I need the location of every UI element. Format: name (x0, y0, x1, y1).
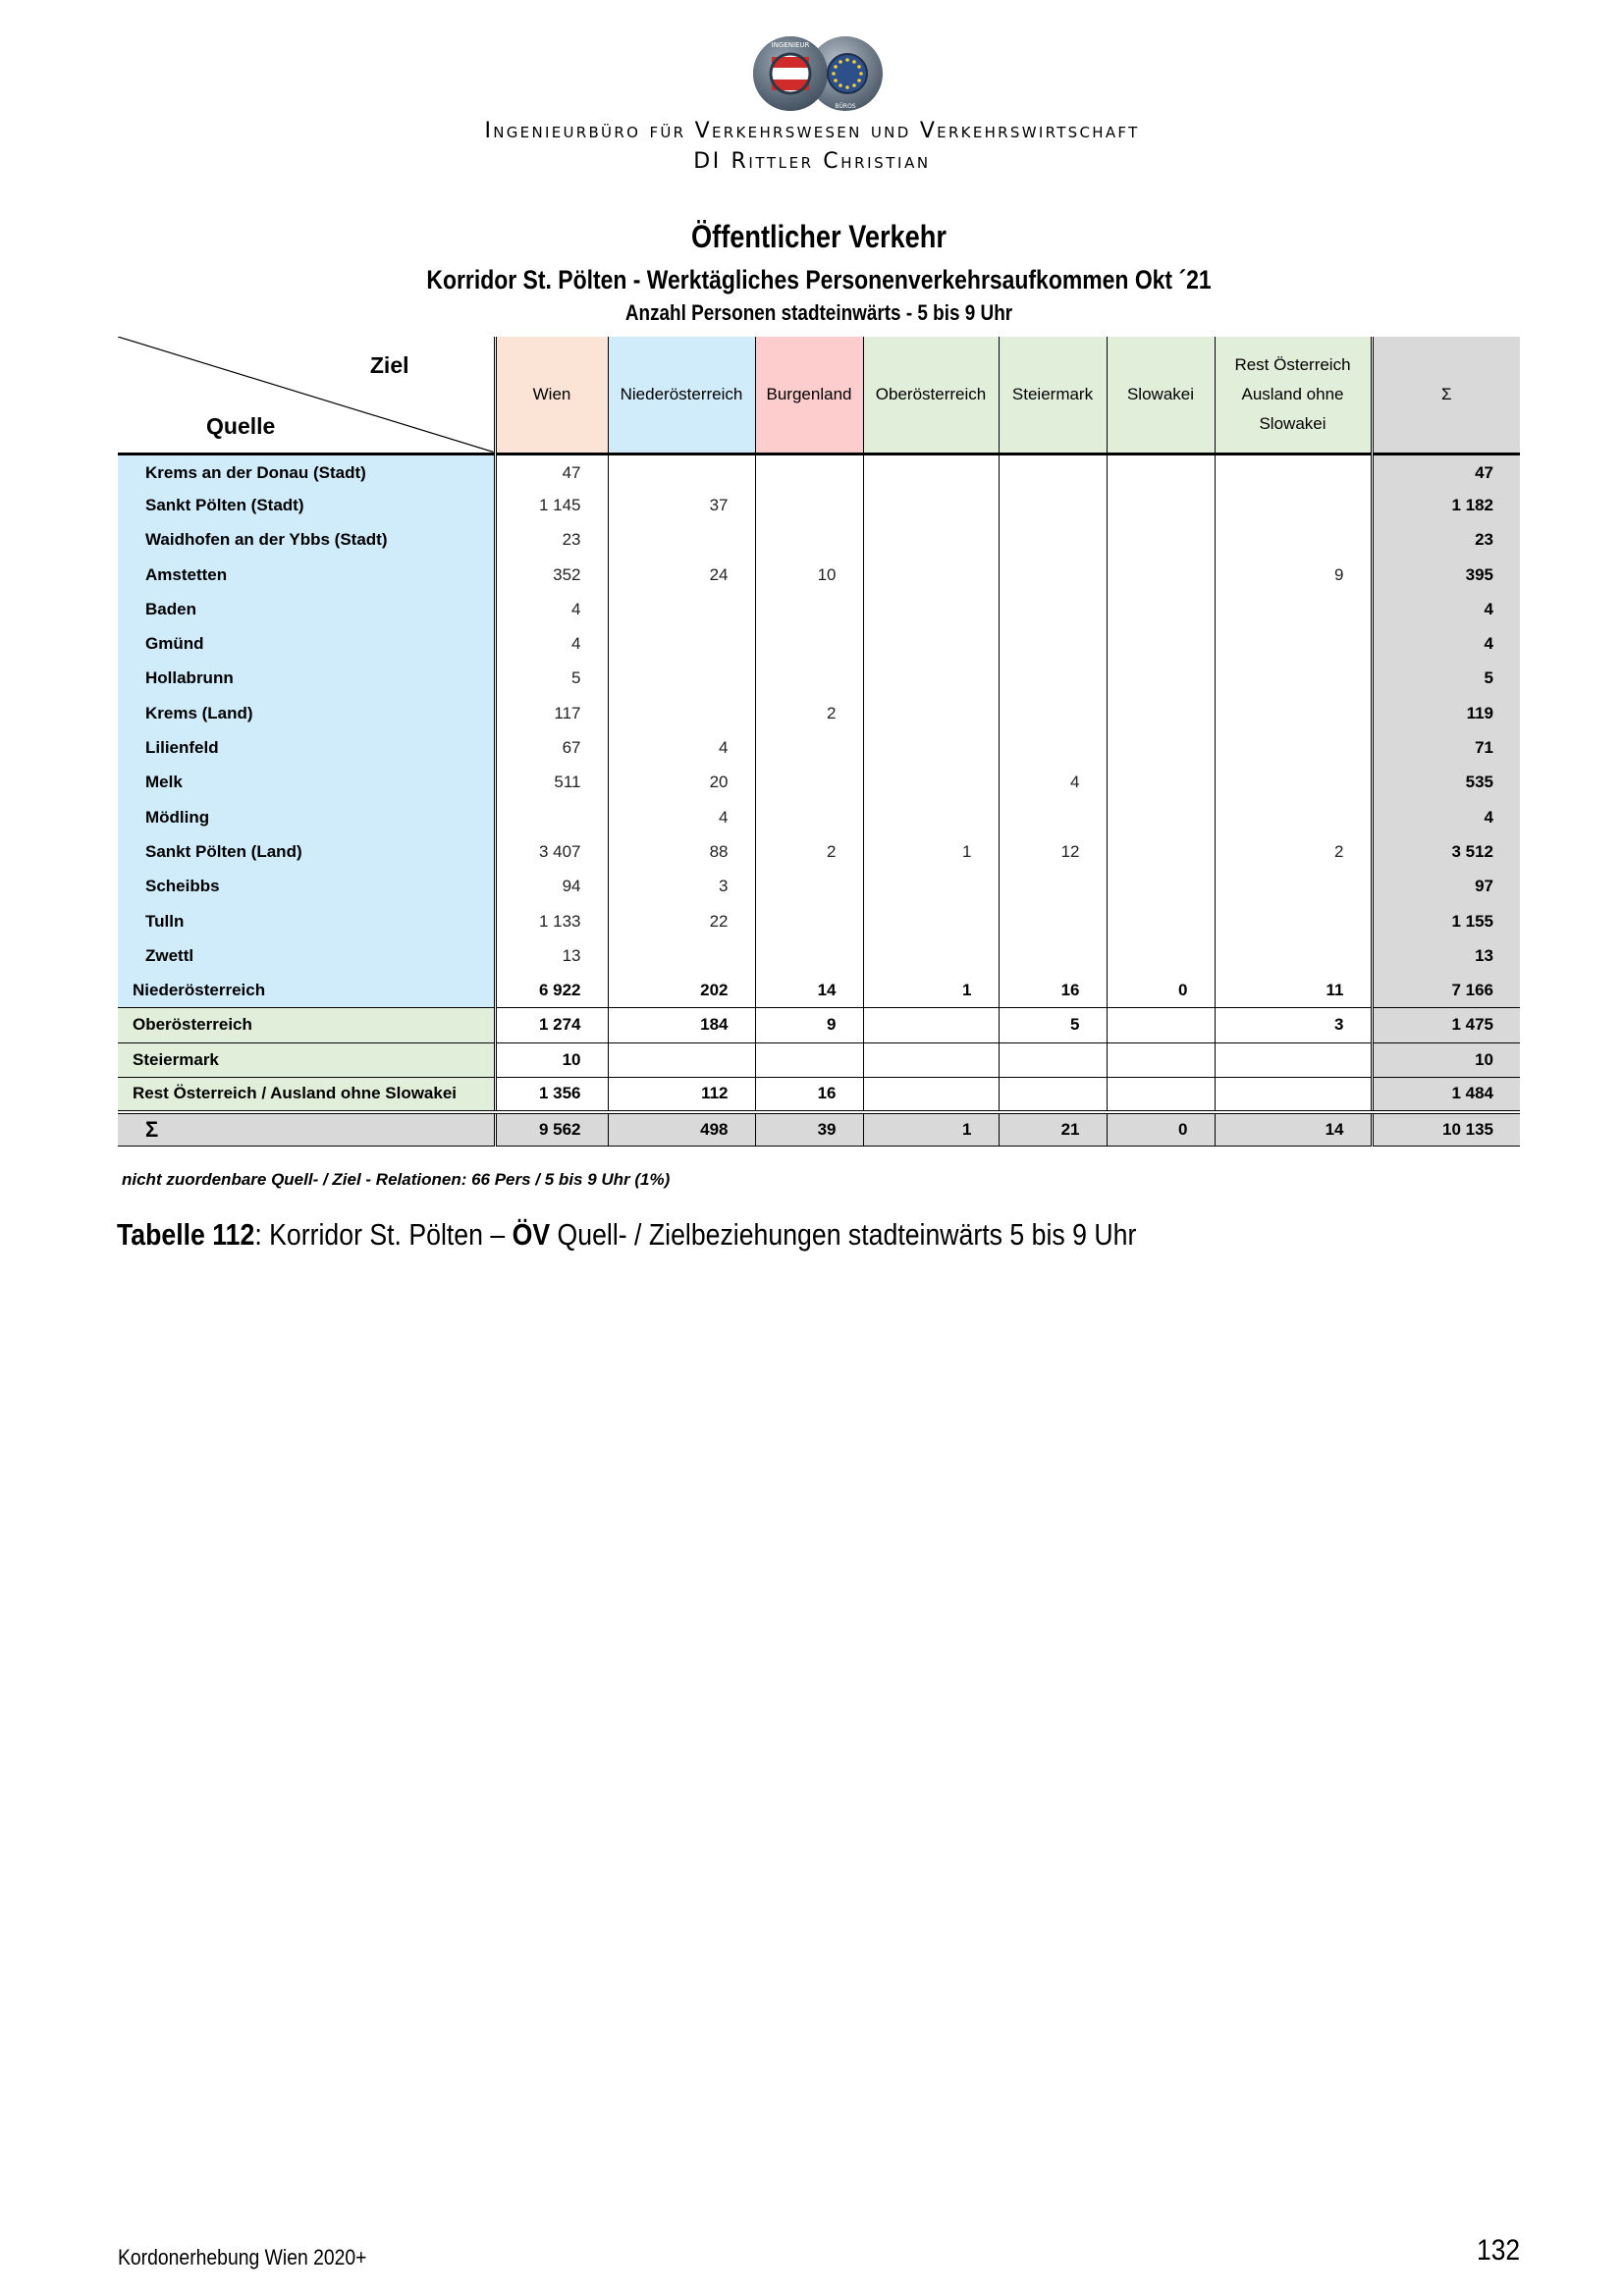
table-cell (1107, 488, 1215, 522)
table-cell: 20 (608, 766, 755, 800)
table-cell (755, 662, 863, 696)
table-cell (608, 662, 755, 696)
caption-part2: Quell- / Zielbeziehungen stadteinwärts 5 bis 9 Uhr (550, 1217, 1137, 1252)
caption-part1: : Korridor St. Pölten – (254, 1217, 513, 1252)
row-label: Waidhofen an der Ybbs (Stadt) (118, 523, 495, 558)
table-cell (999, 1042, 1107, 1077)
table-cell (1215, 523, 1372, 558)
table-cell (999, 454, 1107, 488)
row-sum-cell: 1 182 (1372, 488, 1520, 522)
table-cell (1107, 870, 1215, 904)
caption-label: Tabelle 112 (117, 1217, 255, 1252)
table-row (118, 904, 1520, 938)
table-cell (755, 523, 863, 558)
table-cell: 4 (495, 592, 608, 626)
row-label: Oberösterreich (118, 1008, 495, 1042)
table-cell (999, 523, 1107, 558)
table-cell (863, 1008, 999, 1042)
table-cell (999, 1077, 1107, 1111)
table-cell: 112 (608, 1077, 755, 1111)
table-cell: 10 (755, 558, 863, 592)
table-caption (117, 1217, 1136, 1253)
table-cell: 352 (495, 558, 608, 592)
diagonal-line (118, 337, 494, 453)
table-cell (1215, 696, 1372, 730)
table-row (118, 558, 1520, 592)
table-cell: 94 (495, 870, 608, 904)
table-cell (863, 1042, 999, 1077)
column-header: Steiermark (999, 337, 1107, 454)
row-label: Steiermark (118, 1042, 495, 1077)
table-cell: 1 (863, 973, 999, 1007)
table-cell (1215, 488, 1372, 522)
corner-ziel: Ziel (369, 352, 409, 378)
od-matrix-table (118, 337, 1520, 1147)
table-row (118, 488, 1520, 522)
table-cell: 1 (863, 1112, 999, 1147)
table-cell: 1 356 (495, 1077, 608, 1111)
table-cell: 184 (608, 1008, 755, 1042)
table-cell: 5 (999, 1008, 1107, 1042)
table-cell: 0 (1107, 1112, 1215, 1147)
table-row (118, 938, 1520, 973)
table-cell (1107, 1077, 1215, 1111)
table-row (118, 1042, 1520, 1077)
table-cell: 11 (1215, 973, 1372, 1007)
table-cell: 5 (495, 662, 608, 696)
table-row (118, 730, 1520, 765)
table-cell: 12 (999, 834, 1107, 869)
table-cell (608, 454, 755, 488)
table-row (118, 696, 1520, 730)
row-sum-cell: 535 (1372, 766, 1520, 800)
row-sum-cell: 119 (1372, 696, 1520, 730)
table-cell (1107, 730, 1215, 765)
table-row (118, 973, 1520, 1007)
table-cell: 14 (1215, 1112, 1372, 1147)
table-cell (495, 800, 608, 834)
table-cell (1107, 834, 1215, 869)
table-cell (1215, 1077, 1372, 1111)
table-cell: 39 (755, 1112, 863, 1147)
table-cell (1215, 730, 1372, 765)
row-sum-cell: 23 (1372, 523, 1520, 558)
table-cell (1107, 523, 1215, 558)
table-cell: 22 (608, 904, 755, 938)
table-row (118, 662, 1520, 696)
row-sum-cell: 1 475 (1372, 1008, 1520, 1042)
table-cell (863, 523, 999, 558)
table-cell (1107, 662, 1215, 696)
row-sum-cell: 13 (1372, 938, 1520, 973)
table-cell (1215, 766, 1372, 800)
row-label: Hollabrunn (118, 662, 495, 696)
table-cell (1107, 904, 1215, 938)
row-label: Baden (118, 592, 495, 626)
table-cell (863, 766, 999, 800)
table-cell (608, 592, 755, 626)
table-cell (1107, 800, 1215, 834)
table-cell (1215, 800, 1372, 834)
row-label: Gmünd (118, 626, 495, 661)
table-cell (863, 730, 999, 765)
column-header: Slowakei (1107, 337, 1215, 454)
row-label: Sankt Pölten (Land) (118, 834, 495, 869)
table-cell (999, 938, 1107, 973)
row-sum-cell: 10 135 (1372, 1112, 1520, 1147)
table-cell (999, 870, 1107, 904)
row-label: Krems (Land) (118, 696, 495, 730)
table-cell: 1 133 (495, 904, 608, 938)
logo-text-top: INGENIEUR (771, 41, 810, 49)
table-row (118, 1008, 1520, 1042)
table-cell (863, 938, 999, 973)
row-sum-cell: 4 (1372, 800, 1520, 834)
table-cell (608, 523, 755, 558)
table-cell (999, 592, 1107, 626)
table-cell (999, 800, 1107, 834)
row-label: Amstetten (118, 558, 495, 592)
table-cell: 1 145 (495, 488, 608, 522)
column-header: Niederösterreich (608, 337, 755, 454)
table-cell (755, 730, 863, 765)
row-sum-cell: 5 (1372, 662, 1520, 696)
table-cell (1107, 592, 1215, 626)
row-label: Sankt Pölten (Stadt) (118, 488, 495, 522)
table-cell (999, 730, 1107, 765)
table-row (118, 766, 1520, 800)
table-cell: 47 (495, 454, 608, 488)
table-cell: 3 (608, 870, 755, 904)
table-title: Öffentlicher Verkehr (690, 219, 947, 254)
table-cell: 2 (755, 834, 863, 869)
table-cell: 13 (495, 938, 608, 973)
row-label: Tulln (118, 904, 495, 938)
table-cell (608, 626, 755, 661)
table-subtitle-2: Anzahl Personen stadteinwärts - 5 bis 9 Uhr (624, 300, 1013, 325)
table-cell: 14 (755, 973, 863, 1007)
row-sum-cell: 4 (1372, 626, 1520, 661)
firm-owner: DI Rittler Christian (693, 149, 931, 174)
table-cell (863, 626, 999, 661)
table-cell (1107, 766, 1215, 800)
corner-quelle: Quelle (206, 413, 276, 439)
table-cell (1215, 592, 1372, 626)
table-cell (863, 800, 999, 834)
table-subtitle: Korridor St. Pölten - Werktägliches Personenverkehrsaufkommen Okt ´21 (426, 265, 1212, 294)
table-cell: 9 (755, 1008, 863, 1042)
table-cell (755, 904, 863, 938)
table-row (118, 834, 1520, 869)
table-cell (1107, 558, 1215, 592)
table-cell (608, 1042, 755, 1077)
table-cell (1215, 626, 1372, 661)
table-cell: 511 (495, 766, 608, 800)
table-cell (863, 870, 999, 904)
table-cell: 16 (755, 1077, 863, 1111)
row-label: Melk (118, 766, 495, 800)
table-cell: 6 922 (495, 973, 608, 1007)
table-cell: 4 (608, 730, 755, 765)
column-header-sum: Σ (1372, 337, 1520, 454)
row-sum-cell: 395 (1372, 558, 1520, 592)
table-cell (755, 626, 863, 661)
header-row (118, 337, 1520, 454)
table-cell (755, 766, 863, 800)
row-label: Lilienfeld (118, 730, 495, 765)
table-cell (863, 1077, 999, 1111)
table-row (118, 1077, 1520, 1111)
table-cell: 2 (755, 696, 863, 730)
row-label: Σ (118, 1112, 495, 1147)
table-cell (1215, 904, 1372, 938)
row-label: Scheibbs (118, 870, 495, 904)
row-sum-cell: 7 166 (1372, 973, 1520, 1007)
row-label: Krems an der Donau (Stadt) (118, 454, 495, 488)
table-cell (999, 904, 1107, 938)
table-cell: 1 (863, 834, 999, 869)
column-header: Wien (495, 337, 608, 454)
table-cell: 23 (495, 523, 608, 558)
table-row (118, 870, 1520, 904)
table-cell: 88 (608, 834, 755, 869)
table-row (118, 626, 1520, 661)
table-cell (1215, 938, 1372, 973)
company-logo (745, 33, 891, 114)
table-cell (1107, 696, 1215, 730)
table-row (118, 800, 1520, 834)
table-cell (1107, 1008, 1215, 1042)
table-cell (755, 592, 863, 626)
caption-bold: ÖV (512, 1217, 551, 1252)
table-cell (1215, 1042, 1372, 1077)
table-cell: 202 (608, 973, 755, 1007)
table-cell (999, 558, 1107, 592)
table-row (118, 523, 1520, 558)
table-cell (863, 558, 999, 592)
table-cell (863, 904, 999, 938)
table-cell: 9 562 (495, 1112, 608, 1147)
table-cell (999, 488, 1107, 522)
table-cell (608, 696, 755, 730)
column-header: Rest Österreich Ausland ohne Slowakei (1215, 337, 1372, 454)
table-cell: 4 (495, 626, 608, 661)
table-cell: 2 (1215, 834, 1372, 869)
firm-name: Ingenieurbüro für Verkehrswesen und Verkehrswirtschaft (484, 119, 1140, 143)
row-label: Rest Österreich / Ausland ohne Slowakei (118, 1077, 495, 1111)
table-cell (1215, 454, 1372, 488)
column-header: Burgenland (755, 337, 863, 454)
table-cell (863, 662, 999, 696)
table-cell (1107, 626, 1215, 661)
footnote: nicht zuordenbare Quell- / Ziel - Relationen: 66 Pers / 5 bis 9 Uhr (1%) (122, 1170, 671, 1189)
table-cell (863, 592, 999, 626)
table-cell: 1 274 (495, 1008, 608, 1042)
table-row (118, 454, 1520, 488)
table-cell (999, 626, 1107, 661)
table-cell: 67 (495, 730, 608, 765)
row-label: Mödling (118, 800, 495, 834)
table-cell (1107, 938, 1215, 973)
table-cell: 37 (608, 488, 755, 522)
table-cell (999, 696, 1107, 730)
table-cell: 498 (608, 1112, 755, 1147)
page-number: 132 (1476, 2234, 1520, 2267)
row-sum-cell: 3 512 (1372, 834, 1520, 869)
table-cell: 21 (999, 1112, 1107, 1147)
row-label: Niederösterreich (118, 973, 495, 1007)
table-cell: 10 (495, 1042, 608, 1077)
table-cell: 16 (999, 973, 1107, 1007)
table-cell (999, 662, 1107, 696)
table-cell (755, 454, 863, 488)
table-cell: 4 (999, 766, 1107, 800)
table-cell (1215, 662, 1372, 696)
row-sum-cell: 1 484 (1372, 1077, 1520, 1111)
row-sum-cell: 97 (1372, 870, 1520, 904)
table-cell (755, 938, 863, 973)
table-cell (755, 800, 863, 834)
table-body (118, 454, 1520, 1147)
row-sum-cell: 71 (1372, 730, 1520, 765)
table-row (118, 592, 1520, 626)
row-sum-cell: 47 (1372, 454, 1520, 488)
table-cell: 3 (1215, 1008, 1372, 1042)
footer-document-name: Kordonerhebung Wien 2020+ (118, 2245, 367, 2269)
table-cell (1215, 870, 1372, 904)
table-cell (1107, 1042, 1215, 1077)
row-sum-cell: 10 (1372, 1042, 1520, 1077)
logo-text-bottom: BÜROS (835, 103, 856, 110)
table-cell: 4 (608, 800, 755, 834)
row-sum-cell: 1 155 (1372, 904, 1520, 938)
table-cell (1107, 454, 1215, 488)
table-cell (755, 870, 863, 904)
table-cell: 3 407 (495, 834, 608, 869)
table-cell: 0 (1107, 973, 1215, 1007)
table-cell: 9 (1215, 558, 1372, 592)
table-cell (755, 488, 863, 522)
row-label: Zwettl (118, 938, 495, 973)
table-cell (755, 1042, 863, 1077)
row-sum-cell: 4 (1372, 592, 1520, 626)
total-row (118, 1112, 1520, 1147)
table-cell (608, 938, 755, 973)
corner-cell (118, 337, 495, 454)
table-cell (863, 488, 999, 522)
column-header: Oberösterreich (863, 337, 999, 454)
table-cell: 117 (495, 696, 608, 730)
table-cell (863, 696, 999, 730)
table-cell: 24 (608, 558, 755, 592)
table-cell (863, 454, 999, 488)
